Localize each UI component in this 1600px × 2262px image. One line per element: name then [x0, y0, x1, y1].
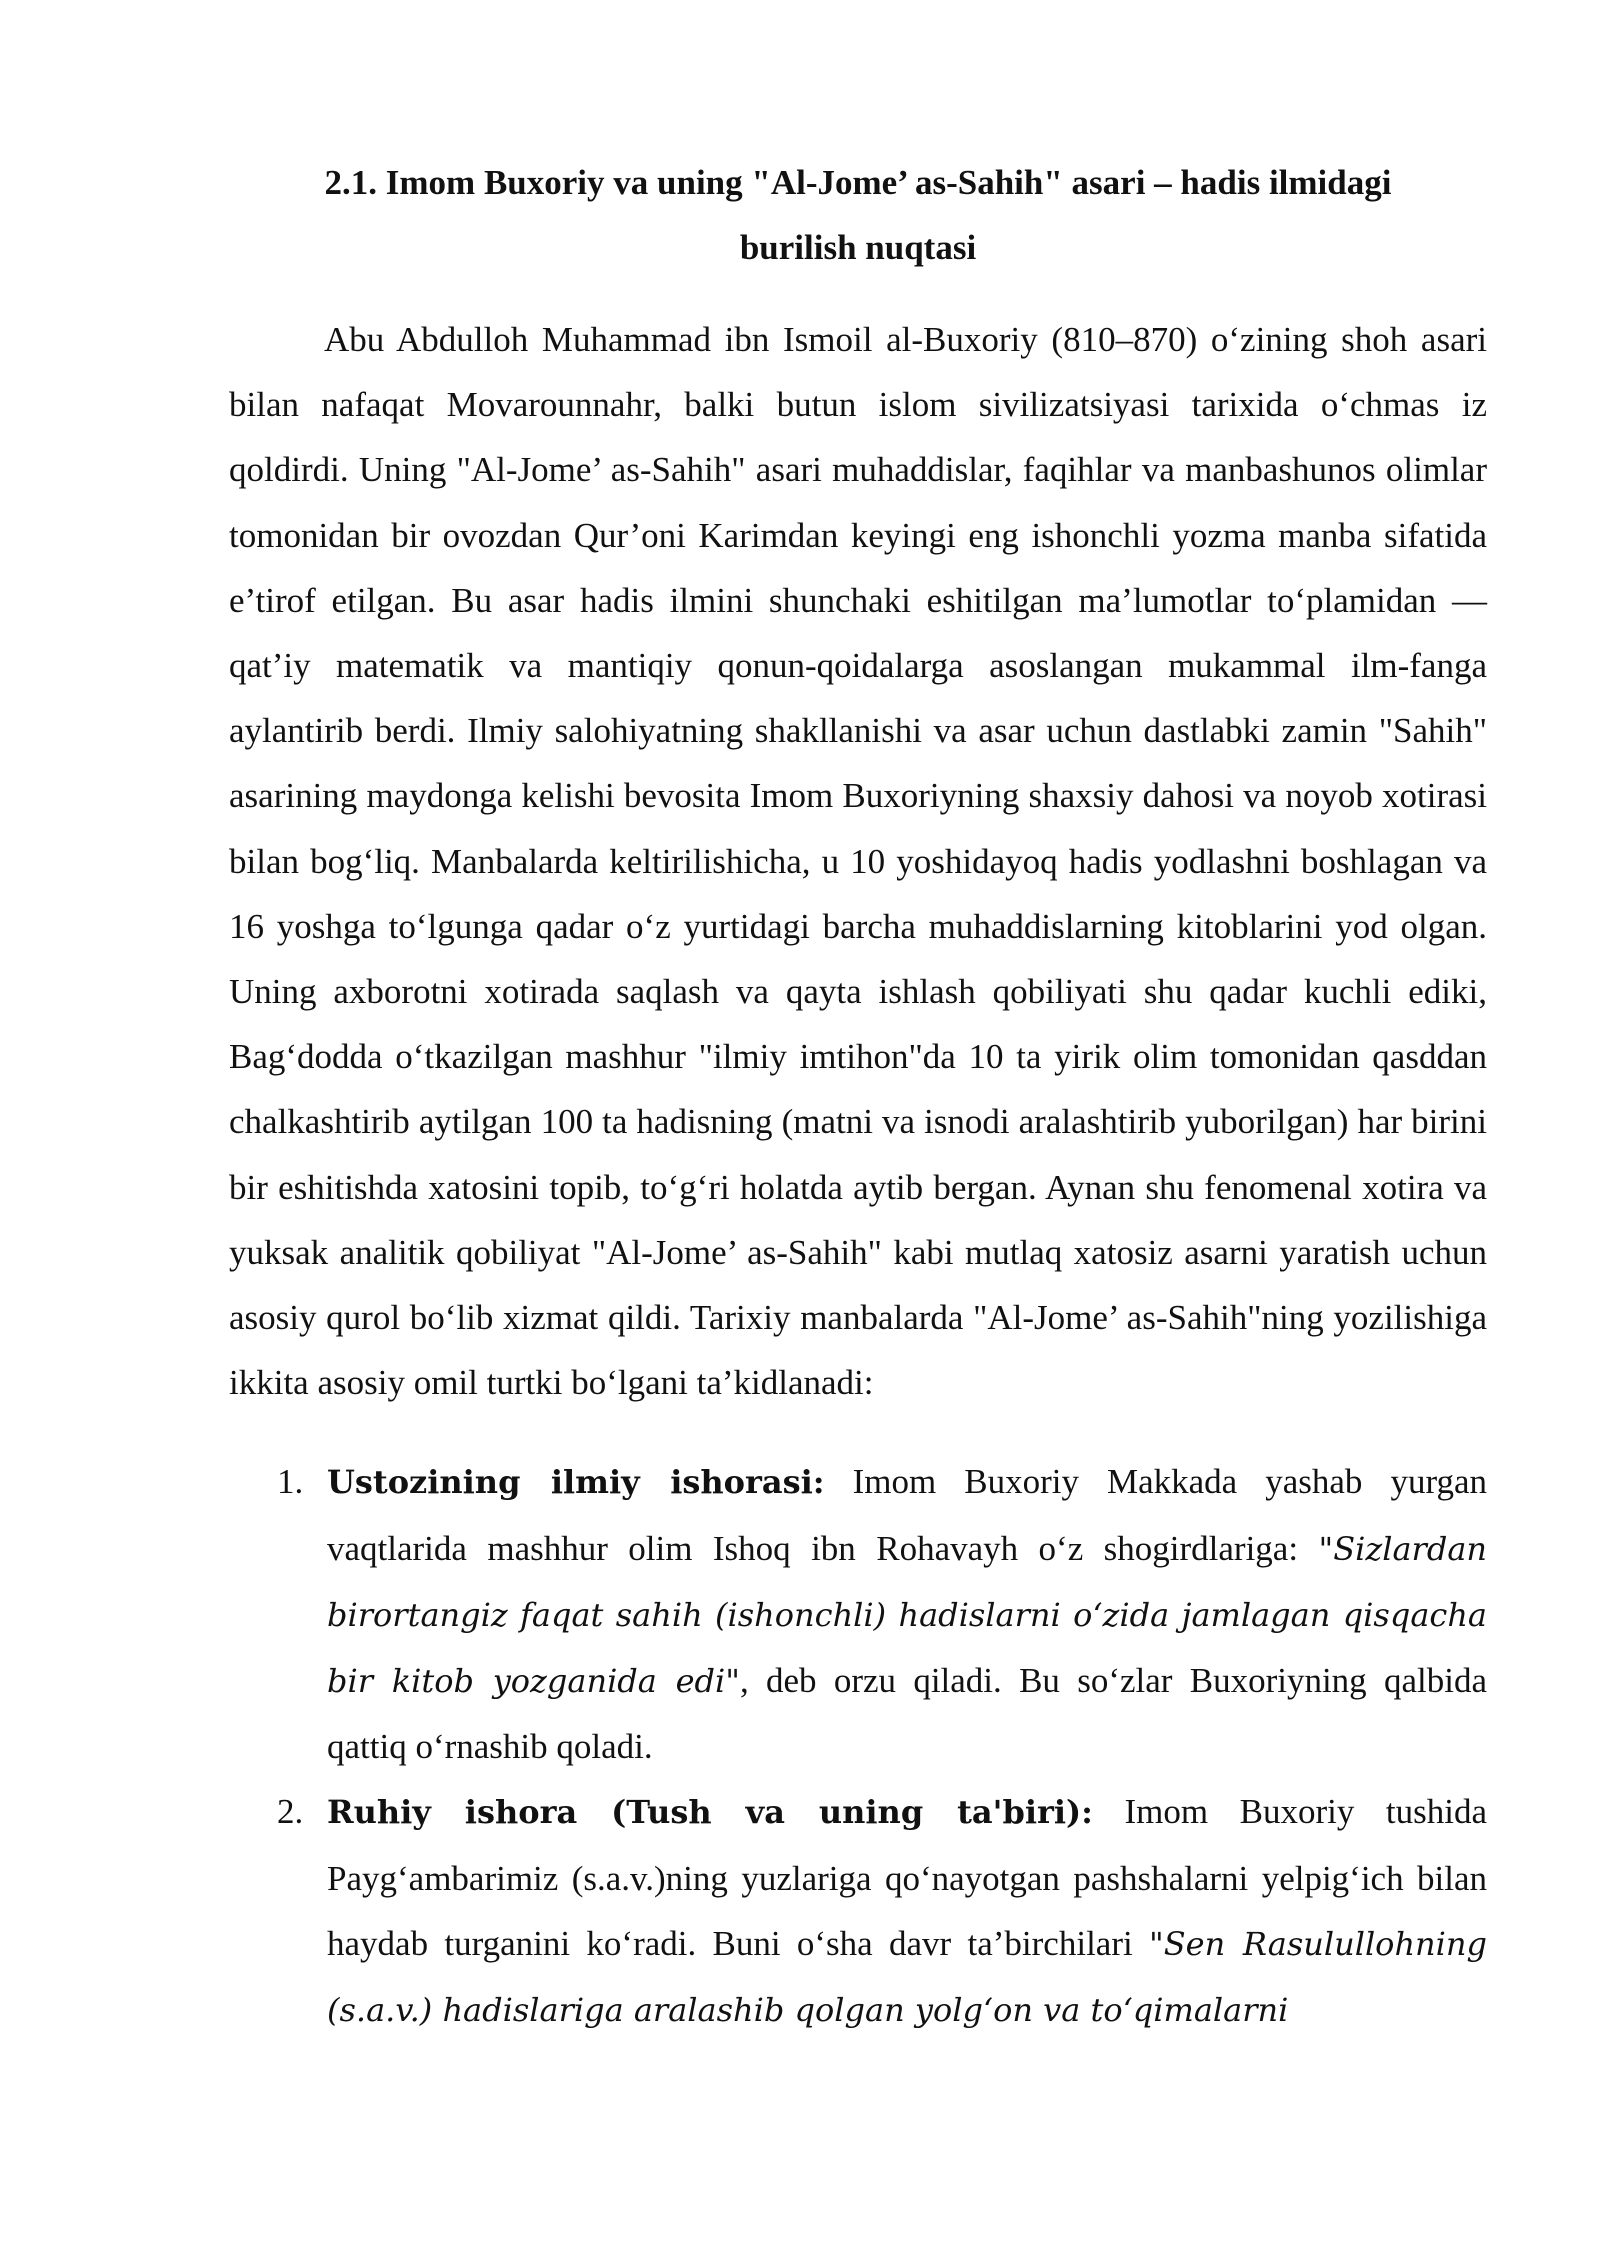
- section-heading-line-1: 2.1. Imom Buxoriy va uning "Al-Jome’ as-Sahih" asari – hadis ilmidagi: [324, 163, 1392, 202]
- list-item-quote: "Sizlardan birortangiz faqat sahih (ishonchli) hadislarni o‘zida jamlagan qisqacha bir kitob yozganida edi": [327, 1529, 1487, 1701]
- list-item-body: Imom Buxoriy Makkada yashab yurgan vaqtlarida mashhur olim Ishoq ibn Rohavayh o‘z shogirdlariga:: [327, 1462, 1487, 1568]
- list-item-number: 2.: [277, 1792, 304, 1832]
- numbered-list: [229, 1449, 1487, 2043]
- list-item-quote: "Sen Rasulullohning (s.a.v.) hadislariga aralashib qolgan yolg‘on va to‘qimalarni: [327, 1924, 1487, 2030]
- list-item-text: [327, 1779, 1487, 2043]
- list-item-body-end: , deb orzu qiladi. Bu so‘zlar Buxoriyning qalbida qattiq o‘rnashib qoladi.: [327, 1661, 1487, 1767]
- list-item-lead: Ustozining ilmiy ishorasi:: [327, 1463, 825, 1502]
- section-heading-line-2: burilish nuqtasi: [739, 228, 977, 267]
- page-content: [229, 150, 1487, 2043]
- list-item-body: Imom Buxoriy tushida Payg‘ambarimiz (s.a.v.)ning yuzlariga qo‘nayotgan pashshalarni yelpig‘ich bilan haydab turganini ko‘radi. Buni o‘sha davr ta’birchilari: [327, 1792, 1488, 1963]
- list-item-lead: Ruhiy ishora (Tush va uning ta'biri):: [327, 1793, 1093, 1832]
- list-item-text: [327, 1449, 1487, 1779]
- body-paragraph: Abu Abdulloh Muhammad ibn Ismoil al-Buxoriy (810–870) o‘zining shoh asari bilan nafaqat Movarounnahr, balki butun islom sivilizatsiyasi tarixida o‘chmas iz qoldirdi. Uning "Al-Jome’ as-Sahih" asari muhaddislar, faqihlar va manbashunos olimlar tomonidan bir ovozdan Qur’oni Karimdan keyingi eng ishonchli yozma manba sifatida e’tirof etilgan. Bu asar hadis ilmini shunchaki eshitilgan ma’lumotlar to‘plamidan — qat’iy matematik va mantiqiy qonun-qoidalarga asoslangan mukammal ilm-fanga aylantirib berdi. Ilmiy salohiyatning shakllanishi va asar uchun dastlabki zamin "Sahih" asarining maydonga kelishi bevosita Imom Buxoriyning shaxsiy dahosi va noyob xotirasi bilan bog‘liq. Manbalarda keltirilishicha, u 10 yoshidayoq hadis yodlashni boshlagan va 16 yoshga to‘lgunga qadar o‘z yurtidagi barcha muhaddislarning kitoblarini yod olgan. Uning axborotni xotirada saqlash va qayta ishlash qobiliyati shu qadar kuchli ediki, Bag‘dodda o‘tkazilgan mashhur "ilmiy imtihon"da 10 ta yirik olim tomonidan qasddan chalkashtirib aytilgan 100 ta hadisning (matni va isnodi aralashtirib yuborilgan) har birini bir eshitishda xatosini topib, to‘g‘ri holatda aytib bergan. Aynan shu fenomenal xotira va yuksak analitik qobiliyat "Al-Jome’ as-Sahih" kabi mutlaq xatosiz asarni yaratish uchun asosiy qurol bo‘lib xizmat qildi. Tarixiy manbalarda "Al-Jome’ as-Sahih"ning yozilishiga ikkita asosiy omil turtki bo‘lgani ta’kidlanadi:: [229, 320, 1487, 1403]
- list-item-number: 1.: [277, 1462, 304, 1502]
- section-heading: [229, 150, 1487, 280]
- list-item-2: [229, 1779, 1487, 2043]
- list-item-1: [229, 1449, 1487, 1779]
